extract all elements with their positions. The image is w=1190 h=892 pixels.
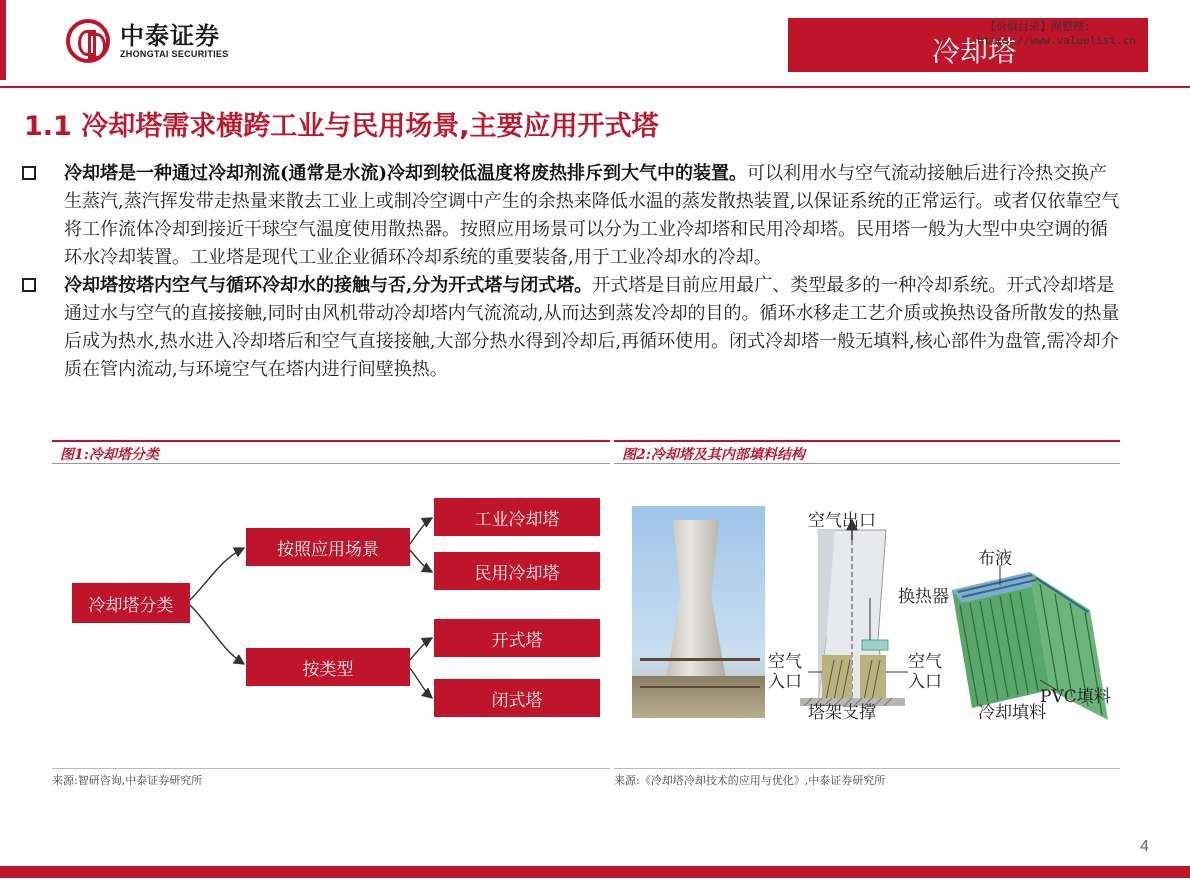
page-title: 1.1 冷却塔需求横跨工业与民用场景,主要应用开式塔 bbox=[24, 111, 659, 142]
label-heat-exchanger: 换热器 bbox=[898, 587, 949, 607]
label-cooling-fill: 冷却填料 bbox=[978, 703, 1046, 723]
label-air-outlet: 空气出口 bbox=[808, 511, 876, 531]
page-number: 4 bbox=[1140, 838, 1149, 855]
figure2-title: 图2:冷却塔及其内部填料结构 bbox=[622, 447, 805, 463]
footer-bar bbox=[0, 866, 1190, 878]
node-by-type: 按类型 bbox=[246, 648, 410, 686]
watermark-line2: https://www.valuelist.cn bbox=[977, 34, 1136, 47]
label-air-inlet-right: 空气入口 bbox=[908, 652, 942, 692]
bullet-body: 可以利用水与空气流动接触后进行冷热交换产生蒸汽,蒸汽挥发带走热量来散去工业上或制冷空调中产生的余热来降低水温的蒸发散热装置,以保证系统的正常运行。或者仅依靠空气将工作流体冷却到接近干球空气温度使用散热器。按照应用场景可以分为工业冷却塔和民用冷却塔。民用塔一般为大型中央空调的循环水冷却装置。工业塔是现代工业企业循环冷却系统的重要装备,用于工业冷却水的冷却。 bbox=[64, 163, 1120, 268]
bullet-bold-lead: 冷却塔是一种通过冷却剂流(通常是水流)冷却到较低温度将废热排斥到大气中的装置。 bbox=[64, 163, 748, 184]
node-open-tower: 开式塔 bbox=[434, 619, 600, 657]
bullet-body: 开式塔是目前应用最广、类型最多的一种冷却系统。开式冷却塔是通过水与空气的直接接触,同时由风机带动冷却塔内气流流动,从而达到蒸发冷却的目的。循环水移走工艺介质或换热设备所散发的热量后成为热水,热水进入冷却塔后和空气直接接触,大部分热水得到冷却后,再循环使用。闭式冷却塔一般无填料,核心部件为盘管,需冷却介质在管内流动,与环境空气在塔内进行间壁换热。 bbox=[64, 275, 1120, 380]
section-title: 冷却塔 bbox=[931, 35, 1016, 68]
node-by-scenario: 按照应用场景 bbox=[246, 528, 410, 566]
watermark-line1: 【价值目录】网整理: bbox=[985, 20, 1091, 33]
label-liquid-distribution: 布液 bbox=[978, 549, 1012, 569]
node-civil-tower: 民用冷却塔 bbox=[434, 552, 600, 590]
label-tower-support: 塔架支撑 bbox=[808, 703, 876, 723]
label-air-inlet-left: 空气入口 bbox=[768, 652, 802, 692]
bullet-bold-lead: 冷却塔按塔内空气与循环冷却水的接触与否,分为开式塔与闭式塔。 bbox=[64, 275, 593, 296]
figure1-source: 来源:智研咨询,中泰证券研究所 bbox=[52, 768, 610, 788]
figure1-title: 图1:冷却塔分类 bbox=[60, 447, 159, 463]
logo-cn-text: 中泰证券 bbox=[120, 22, 220, 50]
node-root: 冷却塔分类 bbox=[72, 583, 190, 623]
logo-en-text: ZHONGTAI SECURITIES bbox=[120, 49, 229, 59]
label-pvc-fill: PVC填料 bbox=[1040, 687, 1111, 707]
node-closed-tower: 闭式塔 bbox=[434, 679, 600, 717]
node-industrial-tower: 工业冷却塔 bbox=[434, 498, 600, 536]
figure2-source: 来源:《冷却塔冷却技术的应用与优化》,中泰证券研究所 bbox=[614, 768, 1120, 788]
